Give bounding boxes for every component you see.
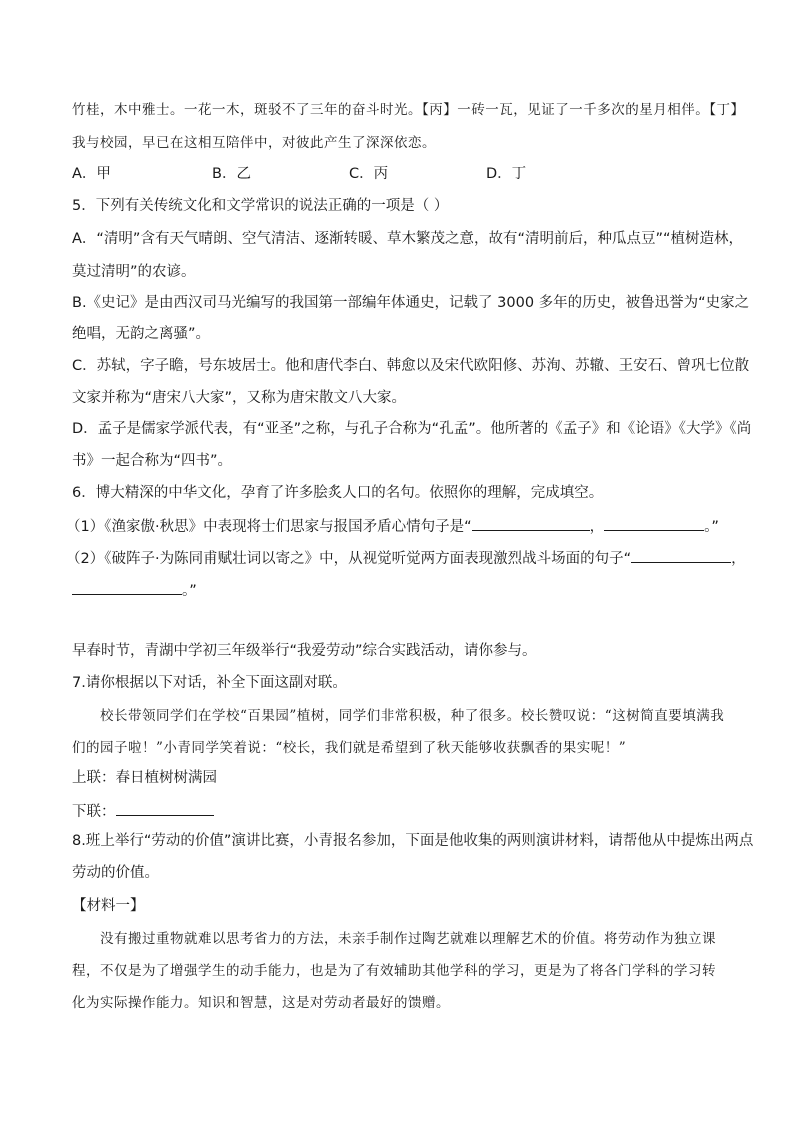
q5-stem: 5．下列有关传统文化和文学常识的说法正确的一项是（ ） bbox=[72, 198, 449, 214]
q5-option-b-cont: 绝唱，无韵之离骚”。 bbox=[72, 326, 211, 342]
q8-stem: 8.班上举行“劳动的价值”演讲比赛，小青报名参加，下面是他收集的两则演讲材料，请帮他从中提炼出两点 bbox=[72, 833, 754, 849]
q5-option-c-cont: 文家并称为“唐宋八大家”，又称为唐宋散文八大家。 bbox=[72, 390, 407, 406]
material-title: 【材料一】 bbox=[72, 898, 145, 914]
answer-blank[interactable] bbox=[472, 515, 590, 531]
answer-blank[interactable] bbox=[631, 547, 731, 563]
q4-option-b: B．乙 bbox=[212, 166, 251, 182]
q4-option-d: D．丁 bbox=[486, 166, 527, 182]
q7-dialog: 校长带领同学们在学校“百果园”植树，同学们非常积极，种了很多。校长赞叹说：“这树简直要填满我 bbox=[100, 708, 725, 724]
q6-sub2 bbox=[66, 547, 746, 569]
q6-stem: 6．博大精深的中华文化，孕育了许多脍炙人口的名句。依照你的理解，完成填空。 bbox=[72, 485, 604, 501]
q6-sub1-end: 。” bbox=[704, 519, 719, 535]
couplet-lower-label: 下联： bbox=[72, 804, 116, 820]
q6-sub1 bbox=[66, 515, 724, 537]
q6-sub2-cont bbox=[72, 579, 724, 601]
passage-line: 我与校园，早已在这相互陪伴中，对彼此产生了深深依恋。 bbox=[72, 135, 436, 151]
q7-stem: 7.请你根据以下对话，补全下面这副对联。 bbox=[72, 675, 347, 691]
q5-option-a-cont: 莫过清明”的农谚。 bbox=[72, 264, 196, 280]
q8-stem-cont: 劳动的价值。 bbox=[72, 865, 159, 881]
q4-option-a: A．甲 bbox=[72, 166, 111, 182]
q6-sub1-text: （1）《渔家傲·秋思》中表现将士们思家与报国矛盾心情句子是“ bbox=[66, 519, 472, 535]
q5-option-d: D．孟子是儒家学派代表，有“亚圣”之称，与孔子合称为“孔孟”。他所著的《孟子》和《论语》《大学》《尚 bbox=[72, 421, 752, 437]
q6-sub2-text: （2）《破阵子·为陈同甫赋壮词以寄之》中，从视觉听觉两方面表现激烈战斗场面的句子“ bbox=[66, 551, 632, 567]
q5-option-a: A．“清明”含有天气晴朗、空气清洁、逐渐转暖、草木繁茂之意，故有“清明前后，种瓜点豆”“植树造林， bbox=[72, 231, 743, 247]
answer-blank[interactable] bbox=[116, 800, 214, 816]
activity-intro: 早春时节，青湖中学初三年级举行“我爱劳动”综合实践活动，请你参与。 bbox=[72, 643, 537, 659]
q4-option-c: C．丙 bbox=[349, 166, 389, 182]
material-text-cont: 化为实际操作能力。知识和智慧，这是对劳动者最好的馈赠。 bbox=[72, 995, 450, 1011]
q6-sub2-mid: ， bbox=[731, 551, 746, 567]
material-text: 没有搬过重物就难以思考省力的方法，未亲手制作过陶艺就难以理解艺术的价值。将劳动作为独立课 bbox=[100, 931, 716, 947]
q5-option-b: B.《史记》是由西汉司马光编写的我国第一部编年体通史，记载了 3000 多年的历史，被鲁迅誉为“史家之 bbox=[72, 295, 750, 311]
answer-blank[interactable] bbox=[72, 579, 182, 595]
couplet-lower bbox=[72, 800, 724, 822]
q6-sub2-end: 。” bbox=[182, 583, 197, 599]
couplet-upper: 上联：春日植树树满园 bbox=[72, 770, 217, 786]
answer-blank[interactable] bbox=[604, 515, 704, 531]
q7-dialog-cont: 们的园子啦！”小青同学笑着说：“校长，我们就是希望到了秋天能够收获飘香的果实呢！” bbox=[72, 740, 627, 756]
passage-line: 竹桂，木中雅士。一花一木，斑驳不了三年的奋斗时光。【丙】一砖一瓦，见证了一千多次的星月相伴。【丁】 bbox=[72, 102, 745, 118]
q5-option-c: C．苏轼，字子瞻，号东坡居士。他和唐代李白、韩愈以及宋代欧阳修、苏洵、苏辙、王安石、曾巩七位散 bbox=[72, 358, 750, 374]
q5-option-d-cont: 书》一起合称为“四书”。 bbox=[72, 453, 233, 469]
q6-sub1-mid: ， bbox=[589, 519, 605, 535]
material-text-cont: 程，不仅是为了增强学生的动手能力，也是为了有效辅助其他学科的学习，更是为了将各门学科的学习转 bbox=[72, 963, 716, 979]
